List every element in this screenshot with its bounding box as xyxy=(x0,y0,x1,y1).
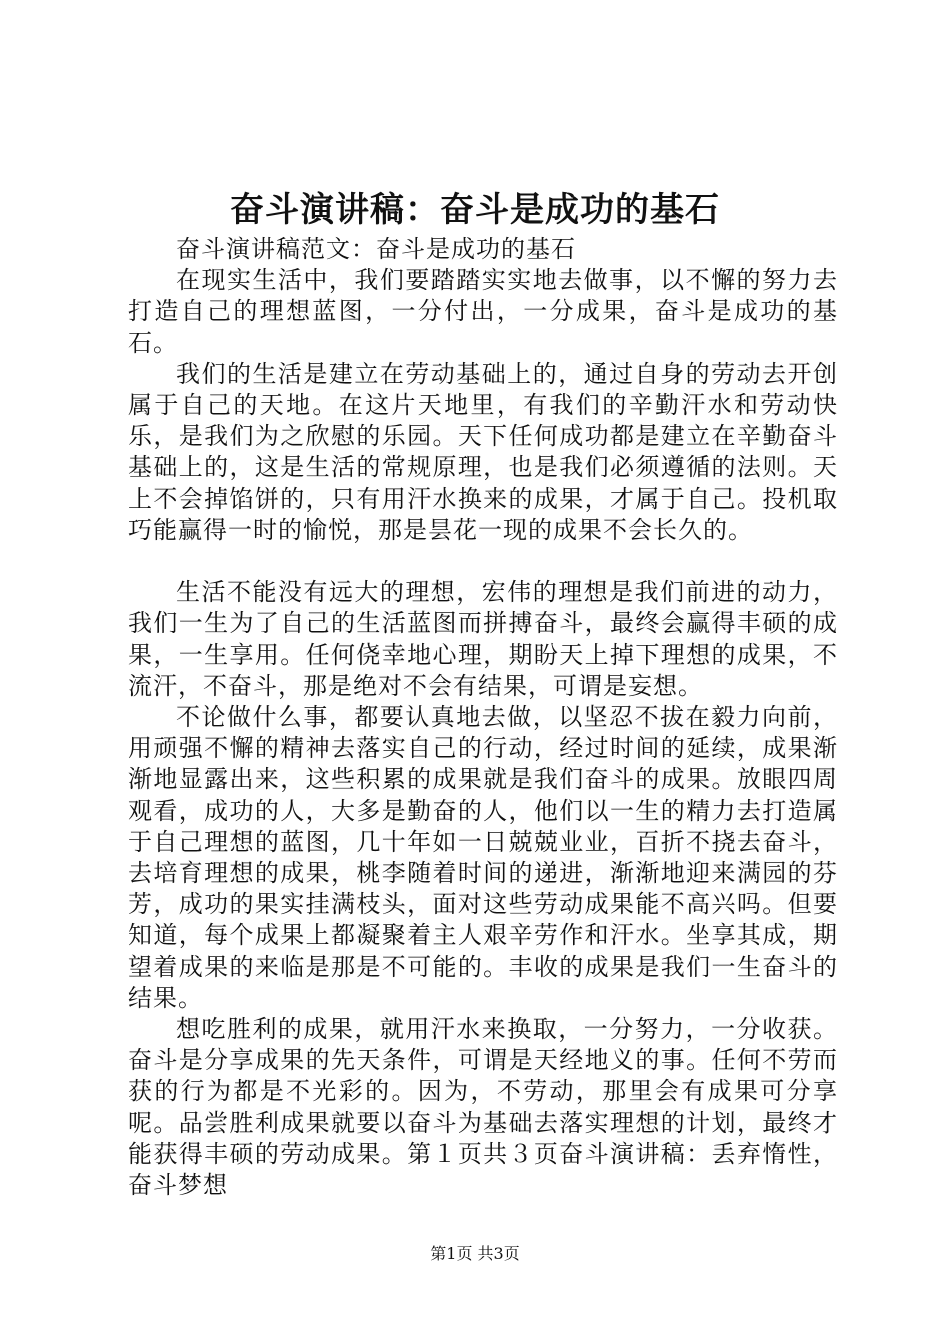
paragraph-intro: 奋斗演讲稿范文：奋斗是成功的基石 xyxy=(176,235,576,263)
page-footer: 第1页 共3页 xyxy=(430,1244,520,1263)
paragraph-3: 生活不能没有远大的理想，宏伟的理想是我们前进的动力，我们一生为了自己的生活蓝图而拼搏奋斗，最终会赢得丰硕的成果，一生享用。任何侥幸地心理，期盼天上掉下理想的成果，不流汗，不奋斗，那是绝对不会有结果，可谓是妄想。 xyxy=(128,578,838,700)
paragraph-2: 我们的生活是建立在劳动基础上的，通过自身的劳动去开创属于自己的天地。在这片天地里，有我们的辛勤汗水和劳动快乐，是我们为之欣慰的乐园。天下任何成功都是建立在辛勤奋斗基础上的，这是生活的常规原理，也是我们必须遵循的法则。天上不会掉馅饼的，只有用汗水换来的成果，才属于自己。投机取巧能赢得一时的愉悦，那是昙花一现的成果不会长久的。 xyxy=(128,359,838,544)
paragraph-spacer xyxy=(128,546,838,577)
paragraph-5: 想吃胜利的成果，就用汗水来换取，一分努力，一分收获。奋斗是分享成果的先天条件，可谓是天经地义的事。任何不劳而获的行为都是不光彩的。因为，不劳动，那里会有成果可分享呢。品尝胜利成果就要以奋斗为基础去落实理想的计划，最终才能获得丰硕的劳动成果。第１页共３页奋斗演讲稿：丢弃惰性，奋斗梦想 xyxy=(128,1015,838,1200)
document-title: 奋斗演讲稿：奋斗是成功的基石 xyxy=(230,190,720,230)
paragraph-4: 不论做什么事，都要认真地去做，以坚忍不拔在毅力向前，用顽强不懈的精神去落实自己的行动，经过时间的延续，成果渐渐地显露出来，这些积累的成果就是我们奋斗的成果。放眼四周观看，成功的人，大多是勤奋的人，他们以一生的精力去打造属于自己理想的蓝图，几十年如一日兢兢业业，百折不挠去奋斗，去培育理想的成果，桃李随着时间的递进，渐渐地迎来满园的芬芳，成功的果实挂满枝头，面对这些劳动成果能不高兴吗。但要知道，每个成果上都凝聚着主人艰辛劳作和汗水。坐享其成，期望着成果的来临是那是不可能的。丰收的成果是我们一生奋斗的结果。 xyxy=(128,703,838,1012)
paragraph-1: 在现实生活中，我们要踏踏实实地去做事，以不懈的努力去打造自己的理想蓝图，一分付出，一分成果，奋斗是成功的基石。 xyxy=(128,266,838,357)
document-body xyxy=(128,234,838,1201)
